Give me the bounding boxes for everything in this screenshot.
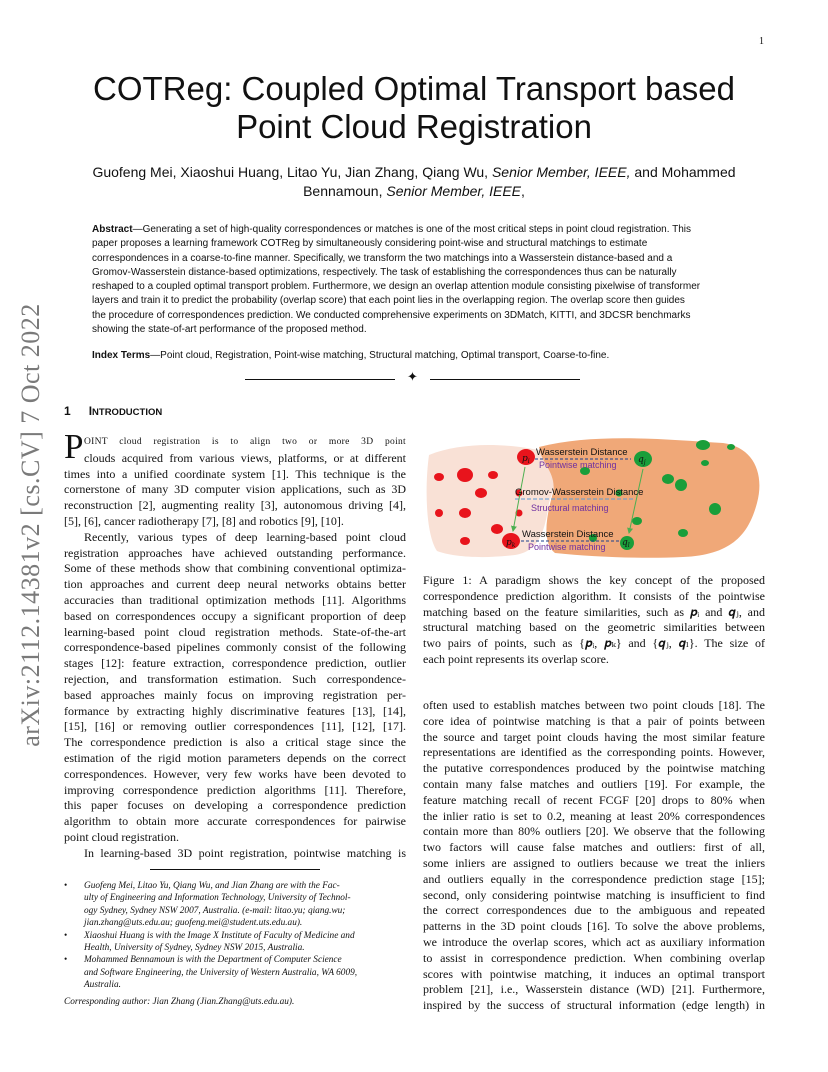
caption-line: Figure 1: A paradigm shows the key concept of the proposed <box>423 573 765 587</box>
body-line: inspired by the success of structural information (edge length) in <box>423 998 765 1013</box>
footnote-line: Health, University of Sydney, Sydney NSW 2015, Australia. <box>84 943 305 954</box>
body-line: based approaches mainly focus on improving registration per- <box>64 687 406 702</box>
footnote-line: Guofeng Mei, Litao Yu, Qiang Wu, and Jian Zhang are with the Fac- <box>84 881 340 891</box>
body-line: scores with pointwise matching, it induces an optimal transport <box>423 966 765 981</box>
body-line: improving correspondence prediction algorithms [11]. Therefore, <box>64 782 406 797</box>
footnote-line: Mohammed Bennamoun is with the Department of Computer Science <box>84 955 342 966</box>
body-line: formance by extracting highly discriminative features [13], [14], <box>64 703 406 718</box>
body-line: often used to establish matches between two point clouds [18]. The <box>423 698 765 712</box>
author-list <box>64 163 764 201</box>
figure-caption <box>423 573 765 668</box>
body-line: representations are identified as the corresponding points. However, <box>423 745 765 760</box>
body-line: Recently, various types of deep learning-based point cloud <box>84 529 406 544</box>
footnotes <box>64 880 406 992</box>
divider-star-icon: ✦ <box>407 370 418 385</box>
body-line: patterns in the 3D point clouds [16]. To solve the above problems, <box>423 919 765 934</box>
arxiv-watermark: arXiv:2112.14381v2 [cs.CV] 7 Oct 2022 <box>16 303 45 747</box>
index-terms-text: —Point cloud, Registration, Point-wise matching, Structural matching, Optimal transport, Coarse-to-fine. <box>150 350 610 361</box>
caption-line: correspondence prediction algorithm. It consists of the pointwise <box>423 588 765 603</box>
section-heading <box>64 404 162 418</box>
page-number: 1 <box>759 36 764 47</box>
figure-1-diagram <box>423 433 765 563</box>
body-line: to assist in correspondence prediction. When combining overlap <box>423 950 765 965</box>
abstract-line: reshaped to a coupled optimal transport problem. Furthermore, we design an overlap attention module consisting pixelwise of transformer <box>92 281 701 293</box>
body-line: two factors will cause false matches and outliers: first of all, <box>423 840 765 855</box>
body-line: we introduce the overlap scores, which act as auxiliary information <box>423 934 765 949</box>
body-line: rejection, and transformation estimation. Such correspondence- <box>64 671 406 686</box>
body-line: the correct correspondences due to the ambiguous and repeated <box>423 903 765 918</box>
body-line: clouds acquired from various views, platforms, or at different <box>84 450 406 465</box>
label-pointwise-bottom: Pointwise matching <box>528 542 606 552</box>
abstract-line: correspondences in a coarse-to-fine manner. Specifically, we transform the two matchings into a Wasserstein distance-based and a <box>92 252 673 264</box>
body-line: tion approaches and current deep neural networks obtains better <box>64 577 406 592</box>
body-line: estimation of the rigid motion parameters depends on the correct <box>64 750 406 765</box>
left-column <box>64 427 406 862</box>
abstract-line: Gromov-Wasserstein distance-based optimizations, respectively. The task of establishing the correspondences thus can be naturally <box>92 266 677 278</box>
body-line: some inliers are assigned to outliers because we treat the inliers <box>423 855 765 870</box>
body-line: contain many false matches and outliers [19]. For example, the <box>423 776 765 791</box>
body-line: correspondences. However, very few works have been devoted to <box>64 766 406 781</box>
label-pointwise-top: Pointwise matching <box>539 460 617 470</box>
footnote <box>64 930 406 955</box>
body-line: based on correspondences occupy a significant proportion of deep <box>64 608 406 623</box>
footnote-line: Australia. <box>84 980 121 991</box>
body-line: Some of these methods show that combining conventional optimiza- <box>64 561 406 576</box>
caption-line: each point represents its overlap score. <box>423 651 609 666</box>
body-line: core idea of pointwise matching is that a pair of points between <box>423 713 765 728</box>
body-line: the source and target point clouds having the most similar feature <box>423 729 765 744</box>
label-structural: Structural matching <box>531 503 609 513</box>
footnote-line: ogy Sydney, Sydney NSW 2007, Australia. (e-mail: litao.yu; qiang.wu; <box>84 905 346 916</box>
body-line: correspondence-based pipelines commonly consist of the following <box>64 640 406 655</box>
body-line: cornerstone of many 3D computer vision applications, such as 3D <box>64 482 406 497</box>
body-line: and outliers equally in the correspondence prediction stage [15]; <box>423 871 765 886</box>
body-line: point cloud registration. <box>64 829 179 844</box>
section-title-rest: NTRODUCTION <box>92 407 163 418</box>
footnote <box>64 880 406 930</box>
footnote-line: and Software Engineering, the University of Western Australia, WA 6009, <box>84 967 358 978</box>
footnote <box>64 954 406 991</box>
index-terms-label: Index Terms <box>92 350 151 361</box>
body-line: contain more than 80% outliers [20]. We observe that the following <box>423 824 765 839</box>
divider-rule <box>430 379 580 380</box>
abstract-line: the procedure of correspondences prediction. We conducted comprehensive experiments on 3DMatch, KITTI, and 3DCSR benchmarks <box>92 309 691 321</box>
footnote-line: jian.zhang@uts.edu.au; guofeng.mei@student.uts.edu.au). <box>84 918 303 929</box>
body-line: [5], [6], cancer radiotherapy [7], [8] and robotics [9], [10]. <box>64 513 344 528</box>
abstract-label: Abstract <box>92 224 133 235</box>
label-wasserstein-bottom: Wasserstein Distance <box>522 529 614 540</box>
body-line: feature matching recall of recent FCGF [20] drops to 80% when <box>423 792 765 807</box>
abstract-line: layers and train it to predict the probability (overlap score) that each point lies in the overlapping region. The overlap score then guides <box>92 295 685 307</box>
author-role: Senior Member, IEEE, <box>491 164 631 180</box>
bullet-icon: • <box>64 881 68 891</box>
divider-rule <box>245 379 395 380</box>
author-role: Senior Member, IEEE <box>386 183 522 199</box>
body-line: the putative correspondences produced by the pointwise matching <box>423 761 765 776</box>
caption-line: two pairs of points, such as {𝒑ᵢ, 𝒑ₖ} and {𝒒ⱼ, 𝒒ₗ}. The size of <box>423 636 765 651</box>
body-line: problem [21], i.e., Wasserstein distance (WD) [21]. Furthermore, <box>423 982 765 997</box>
corresponding-author: Corresponding author: Jian Zhang (Jian.Zhang@uts.edu.au). <box>64 997 295 1007</box>
section-title-initial: I <box>88 404 93 418</box>
body-line: stages [12]: feature extraction, correspondence prediction, outlier <box>64 656 406 671</box>
source-point-cloud <box>427 445 558 557</box>
caption-line: matching based on the feature similarities, such as 𝒑ᵢ and 𝒒ⱼ, and <box>423 604 765 619</box>
body-line: second, only considering pointwise matching is insufficient to find <box>423 887 765 902</box>
section-number: 1 <box>64 404 71 418</box>
abstract-line: —Generating a set of high-quality correspondences or matches is one of the most critical steps in point cloud registration. This <box>132 224 692 235</box>
abstract <box>92 223 765 337</box>
body-line: reconstruction [2], augmenting reality [3], autonomous driving [4], <box>64 498 406 513</box>
point-label-ql: $q_l$ <box>622 538 630 549</box>
footnote-line: Xiaoshui Huang is with the Image X Institute of Faculty of Medicine and <box>84 930 355 941</box>
abstract-line: showing the state-of-art performance of the proposed method. <box>92 324 367 336</box>
title-line: COTReg: Coupled Optimal Transport based <box>93 70 735 107</box>
body-line: accuracies than traditional optimization methods [11]. Algorithms <box>64 592 406 607</box>
authors-text: , <box>521 183 525 199</box>
point-label-qj: $q_j$ <box>638 455 646 466</box>
drop-cap: P <box>64 427 84 466</box>
footnote-rule <box>150 869 320 870</box>
footnote-line: ulty of Engineering and Information Technology, University of Technol- <box>84 893 351 904</box>
body-line: In learning-based 3D point registration, pointwise matching is <box>84 845 406 860</box>
body-line: OINT cloud registration is to align two or more 3D point <box>84 437 406 447</box>
body-line: times into a unified coordinate system [1]. This technique is the <box>64 466 406 481</box>
right-column <box>423 698 765 1014</box>
figure-1 <box>423 433 765 563</box>
index-terms <box>92 350 609 361</box>
authors-text: Bennamoun, <box>303 183 387 199</box>
label-wasserstein-top: Wasserstein Distance <box>536 447 628 458</box>
abstract-line: paper proposes a learning framework COTReg by simultaneously considering point-wise and structural matchings to estimate <box>92 238 648 250</box>
body-line: learning-based point cloud registration methods. State-of-the-art <box>64 624 406 639</box>
body-line: the inlier ratio is set to 0.2, meaning at least 20% correspondences <box>423 808 765 823</box>
point-label-pi: $p_i$ <box>522 454 530 465</box>
body-line: [15], [16] or removing outlier correspondences [11], [12], [17]. <box>64 719 406 734</box>
body-line: The correspondence prediction is also a critical stage since the <box>64 735 406 750</box>
section-divider <box>245 370 585 387</box>
bullet-icon: • <box>64 930 68 941</box>
bullet-icon: • <box>64 955 68 966</box>
title-line: Point Cloud Registration <box>236 108 592 145</box>
authors-text: and Mohammed <box>630 164 736 180</box>
label-gromov-wasserstein: Gromov-Wasserstein Distance <box>515 487 644 498</box>
body-line: registration approaches have achieved outstanding performance. <box>64 545 406 560</box>
body-line: this paper focuses on developing a correspondence prediction <box>64 798 406 813</box>
authors-text: Guofeng Mei, Xiaoshui Huang, Litao Yu, Jian Zhang, Qiang Wu, <box>92 164 492 180</box>
caption-line: structural matching based on the geometric similarities between <box>423 620 765 635</box>
paper-title <box>64 70 764 146</box>
point-label-pk: $p_k$ <box>506 538 516 549</box>
body-line: algorithm to obtain more accurate correspondences for pairwise <box>64 814 406 829</box>
